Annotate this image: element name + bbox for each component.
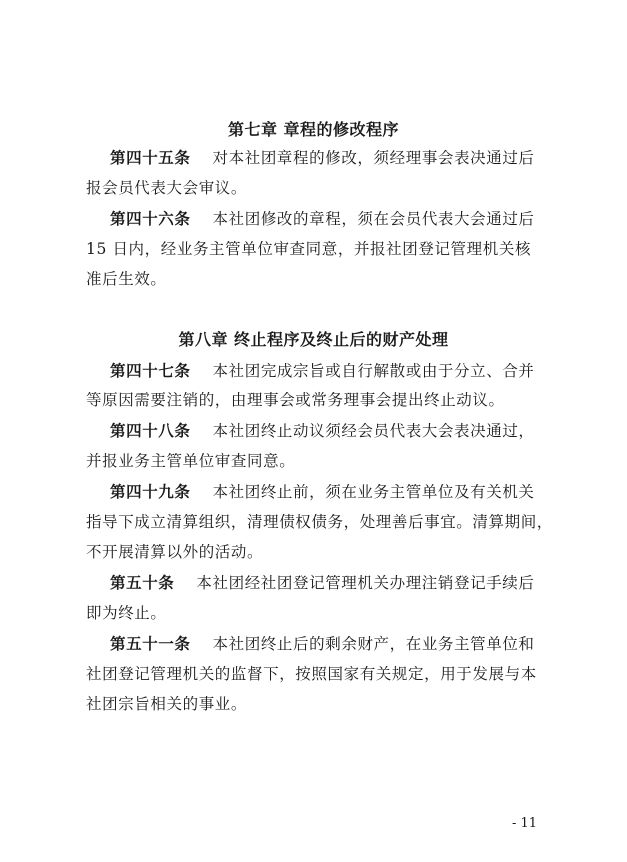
article-50-line-2: 即为终止。: [86, 604, 167, 622]
article-49-line-3: 不开展清算以外的活动。: [86, 543, 264, 561]
article-46-text: 本社团修改的章程，须在会员代表大会通过后: [212, 210, 535, 228]
article-50-first-line: [110, 573, 546, 593]
article-51-number: 第五十一条: [110, 635, 191, 653]
article-49-text: 本社团终止前，须在业务主管单位及有关机关: [212, 483, 535, 501]
article-47-text: 本社团完成宗旨或自行解散或由于分立、合并: [212, 362, 535, 380]
article-51-line-2: 社团登记管理机关的监督下，按照国家有关规定，用于发展与本: [86, 665, 537, 683]
article-45-text: 对本社团章程的修改，须经理事会表决通过后: [212, 149, 535, 167]
chapter-7-title: 第七章 章程的修改程序: [227, 120, 400, 139]
article-45-number: 第四十五条: [110, 149, 191, 167]
article-51-line-3: 社团宗旨相关的事业。: [86, 695, 248, 713]
article-47-line-2: 等原因需要注销的，由理事会或常务理事会提出终止动议。: [86, 391, 505, 409]
article-45-line-2: 报会员代表大会审议。: [86, 179, 248, 197]
article-46-number: 第四十六条: [110, 210, 191, 228]
article-50-text: 本社团经社团登记管理机关办理注销登记手续后: [196, 574, 535, 592]
article-48-first-line: [110, 421, 546, 441]
article-49-first-line: [110, 482, 546, 502]
article-49-line-2: 指导下成立清算组织，清理债权债务，处理善后事宜。清算期间，: [86, 513, 553, 531]
article-46-line-3: 准后生效。: [86, 270, 167, 288]
article-48-text: 本社团终止动议须经会员代表大会表决通过，: [212, 422, 535, 440]
chapter-8-title: 第八章 终止程序及终止后的财产处理: [178, 330, 449, 349]
article-45-first-line: [110, 148, 546, 168]
article-46-first-line: [110, 209, 546, 229]
article-48-line-2: 并报业务主管单位审查同意。: [86, 452, 296, 470]
article-47-first-line: [110, 361, 546, 381]
article-51-text: 本社团终止后的剩余财产，在业务主管单位和: [212, 635, 535, 653]
article-50-number: 第五十条: [110, 574, 175, 592]
article-51-first-line: [110, 634, 546, 654]
article-49-number: 第四十九条: [110, 483, 191, 501]
article-48-number: 第四十八条: [110, 422, 191, 440]
page-number: - 11: [512, 816, 538, 831]
article-47-number: 第四十七条: [110, 362, 191, 380]
article-46-line-2: 15 日内，经业务主管单位审查同意，并报社团登记管理机关核: [86, 240, 532, 258]
